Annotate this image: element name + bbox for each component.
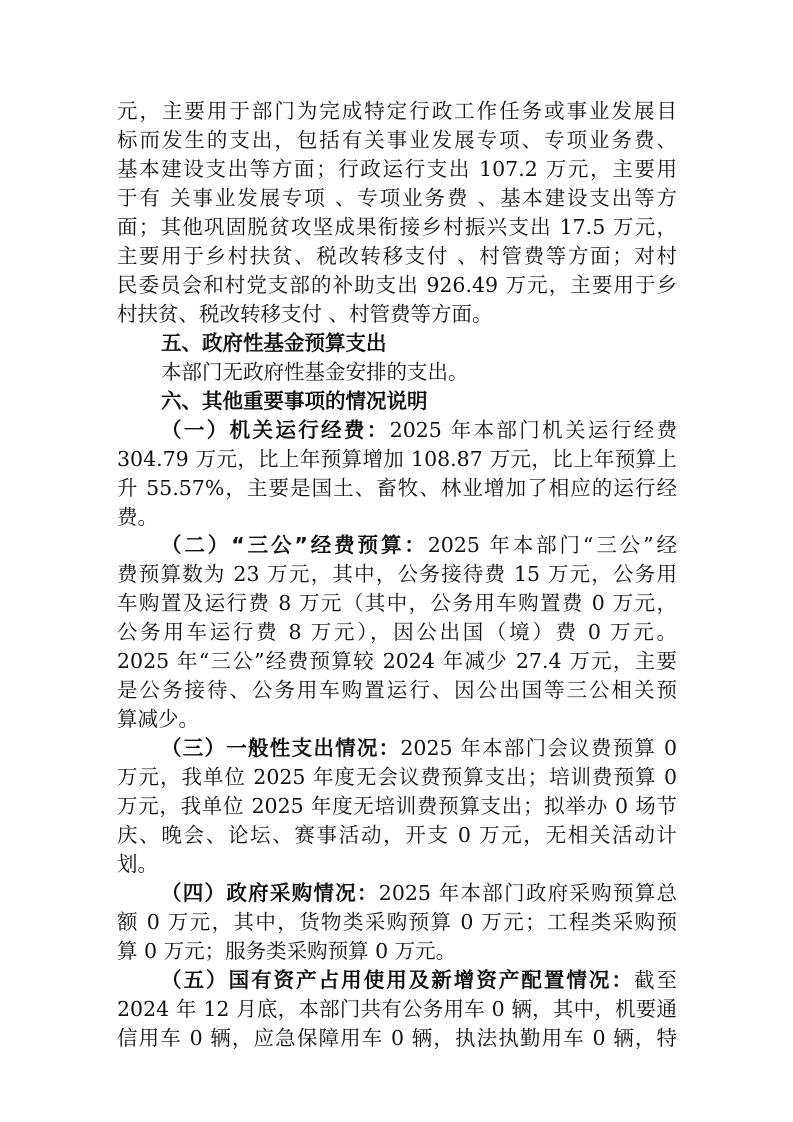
paragraph-line: 费。 (117, 505, 158, 529)
section-heading: 五、政府性基金预算支出 (161, 331, 387, 355)
paragraph-line: 公务用车运行费 8 万元），因公出国（境）费 0 万元。 (117, 620, 677, 644)
paragraph-line: 2024 年 12 月底，本部门共有公务用车 0 辆，其中，机要通 (117, 997, 677, 1021)
paragraph-line: 304.79 万元，比上年预算增加 108.87 万元，比上年预算上 (117, 447, 677, 471)
paragraph-line: 信用车 0 辆，应急保障用车 0 辆，执法执勤用车 0 辆，特 (117, 1026, 677, 1050)
paragraph-line: 万元，我单位 2025 年度无培训费预算支出；拟举办 0 场节 (117, 794, 677, 818)
paragraph-line: 算减少。 (117, 707, 199, 731)
paragraph-line: 民委员会和村党支部的补助支出 926.49 万元，主要用于乡 (117, 273, 677, 297)
item-label: （五）国有资产占用使用及新增资产配置情况： (161, 968, 634, 992)
paragraph-line: 基本建设支出等方面；行政运行支出 107.2 万元，主要用 (117, 157, 677, 181)
item-label: （一）机关运行经费： (161, 418, 390, 442)
paragraph-line: 车购置及运行费 8 万元（其中，公务用车购置费 0 万元， (117, 591, 677, 615)
paragraph-line: 算 0 万元；服务类采购预算 0 万元。 (117, 939, 457, 963)
paragraph-line: 庆、晚会、论坛、赛事活动，开支 0 万元，无相关活动计 (117, 823, 677, 847)
item-label: （二）“三公”经费预算： (161, 533, 428, 557)
item-text: 2025 年本部门政府采购预算总 (378, 881, 678, 905)
item-label: （三）一般性支出情况： (161, 736, 401, 760)
item-label: （四）政府采购情况： (161, 881, 379, 905)
paragraph-line: 村扶贫、税改转移支付 、村管费等方面。 (117, 302, 493, 326)
item-text: 2025 年本部门会议费预算 0 (400, 736, 677, 760)
section-text: 本部门无政府性基金安排的支出。 (161, 360, 469, 384)
paragraph-line: 万元，我单位 2025 年度无会议费预算支出；培训费预算 0 (117, 765, 677, 789)
paragraph-line: 费预算数为 23 万元，其中，公务接待费 15 万元，公务用 (117, 562, 677, 586)
item-text: 截至 (633, 968, 678, 992)
item-first-line (161, 965, 677, 995)
item-first-line (161, 878, 677, 908)
section-heading: 六、其他重要事项的情况说明 (161, 389, 428, 413)
paragraph-line: 划。 (117, 852, 158, 876)
paragraph-line: 额 0 万元，其中，货物类采购预算 0 万元；工程类采购预 (117, 910, 677, 934)
paragraph-line: 于有 关事业发展专项 、专项业务费 、基本建设支出等方 (117, 186, 677, 210)
paragraph-line: 主要用于乡村扶贫、税改转移支付 、村管费等方面；对村 (117, 244, 677, 268)
paragraph-line: 标而发生的支出，包括有关事业发展专项、专项业务费、 (117, 128, 677, 152)
paragraph-line: 是公务接待、公务用车购置运行、因公出国等三公相关预 (117, 678, 677, 702)
item-text: 2025 年本部门机关运行经费 (389, 418, 677, 442)
item-first-line (161, 530, 677, 560)
paragraph-line: 升 55.57%，主要是国土、畜牧、林业增加了相应的运行经 (117, 476, 677, 500)
paragraph-line: 面；其他巩固脱贫攻坚成果衔接乡村振兴支出 17.5 万元， (117, 215, 677, 239)
paragraph-line: 元，主要用于部门为完成特定行政工作任务或事业发展目 (117, 99, 677, 123)
item-first-line (161, 415, 677, 445)
paragraph-line: 2025 年“三公”经费预算较 2024 年减少 27.4 万元，主要 (117, 649, 677, 673)
item-first-line (161, 733, 677, 763)
item-text: 2025 年本部门“三公”经 (427, 533, 677, 557)
